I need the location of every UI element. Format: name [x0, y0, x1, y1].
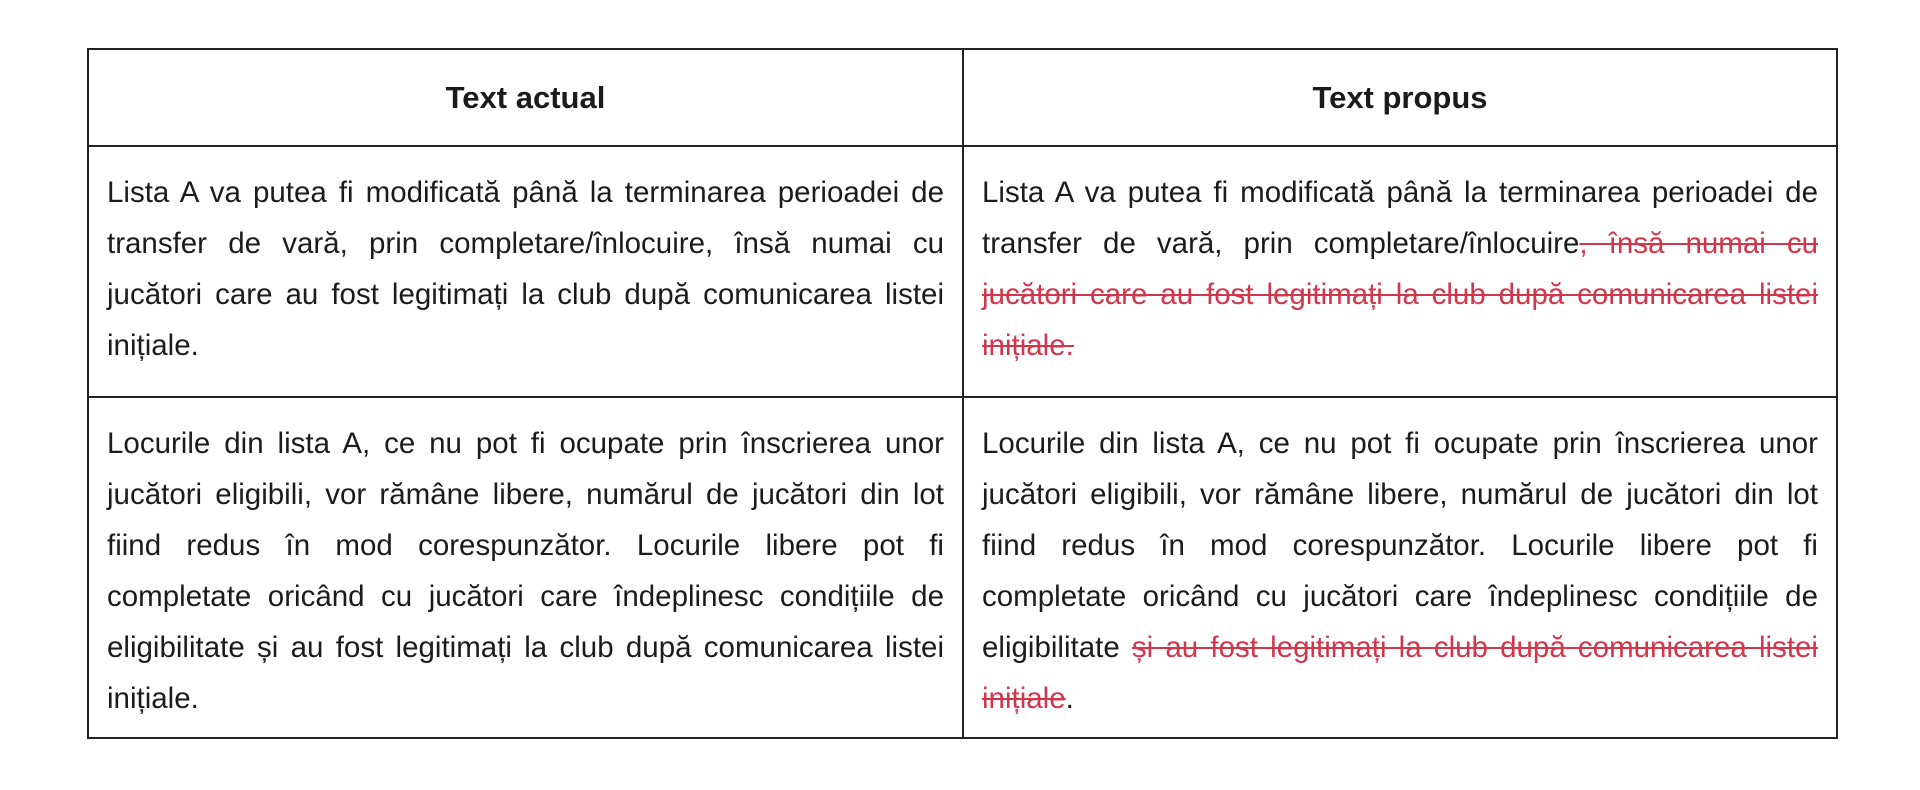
row-2-current-cell — [89, 398, 964, 737]
header-proposed-label: Text propus — [1312, 80, 1488, 115]
comparison-table — [87, 48, 1838, 739]
row-2-proposed-deleted-text: și au fost legitimați la club după comunicarea listei inițiale — [982, 631, 1818, 715]
row-1-current-cell — [89, 147, 964, 398]
row-2-current-text: Locurile din lista A, ce nu pot fi ocupate prin înscrierea unor jucători eligibili, vor rămâne libere, numărul de jucători din lot fiind redus în mod corespunzător. Locurile libere pot fi completate oricând cu jucători care îndeplinesc condițiile de eligibilitate și au fost legitimați la club după comunicarea listei inițiale. — [107, 427, 944, 715]
row-2-proposed-after-text: . — [1065, 682, 1074, 715]
row-1-proposed-kept-text: Lista A va putea fi modificată până la terminarea perioadei de transfer de vară, prin completare/înlocuire — [982, 176, 1818, 260]
row-2-proposed-cell — [964, 398, 1836, 737]
row-1-proposed-deleted-text: , însă numai cu jucători care au fost legitimați la club după comunicarea listei inițiale. — [982, 227, 1818, 362]
row-2-proposed-kept-text: Locurile din lista A, ce nu pot fi ocupate prin înscrierea unor jucători eligibili, vor rămâne libere, numărul de jucători din lot fiind redus în mod corespunzător. Locurile libere pot fi completate oricând cu jucători care îndeplinesc condițiile de eligibilitate — [982, 427, 1818, 664]
row-1-current-text: Lista A va putea fi modificată până la terminarea perioadei de transfer de vară, prin completare/înlocuire, însă numai cu jucători care au fost legitimați la club după comunicarea listei inițiale. — [107, 176, 944, 362]
header-current-label: Text actual — [445, 80, 606, 115]
header-proposed-text — [964, 50, 1836, 147]
header-current-text — [89, 50, 964, 147]
row-1-proposed-cell — [964, 147, 1836, 398]
